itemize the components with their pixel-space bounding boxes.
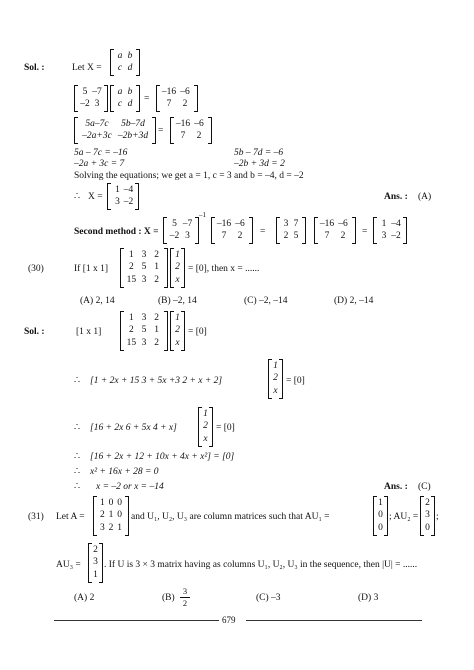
matrix-x [110, 85, 140, 112]
matrix-3x3 [120, 248, 168, 288]
matrix-cell: d [127, 99, 133, 109]
therefore-symbol: ∴ [74, 467, 81, 477]
therefore-symbol: ∴ [74, 452, 81, 462]
matrix-cell: –2b+3d [117, 131, 149, 141]
matrix-x [110, 49, 140, 76]
matrix-cell: 0 [378, 510, 383, 521]
matrix-cell: –2 [391, 231, 401, 241]
let-x-text: Let X = [72, 63, 102, 73]
equals-zero: = [0] [216, 423, 235, 433]
matrix-cell: 3 [115, 197, 120, 207]
matrix-cell: 5 [293, 231, 299, 241]
option-a: (A) 2 [74, 593, 95, 603]
question-text-2: ; AU₂ = [389, 512, 419, 522]
matrix-cell: 2 [425, 497, 430, 508]
matrix-cell: 1 [117, 522, 123, 533]
matrix-cell: 1 [273, 360, 278, 371]
matrix-cell: 2 [283, 231, 289, 241]
matrix-cell: 1 [175, 312, 180, 323]
column-matrix-u3 [88, 543, 103, 583]
matrix-cell: 0 [117, 497, 123, 508]
matrix-cell: 3 [185, 231, 190, 241]
matrix-cell: –4 [391, 218, 401, 229]
column-matrix [198, 407, 213, 447]
matrix-cell: x [273, 385, 278, 396]
matrix-cell: 3 [93, 557, 98, 568]
au3-text: AU₃ = [56, 560, 81, 570]
therefore-symbol: ∴ [74, 376, 81, 386]
therefore-symbol: ∴ [74, 482, 81, 492]
matrix-cell: 15 [126, 274, 137, 285]
equation-1: 5a – 7c = –16 [74, 148, 128, 158]
option-c: (C) –2, –14 [244, 296, 288, 306]
matrix-cell: –2 [123, 197, 134, 207]
matrix-cell: b [127, 50, 133, 61]
matrix-cell: 2 [99, 510, 105, 521]
matrix-cell: 3 [99, 522, 105, 533]
column-matrix [268, 359, 283, 399]
matrix-cell: 0 [425, 522, 430, 533]
matrix-a [93, 496, 129, 536]
matrix-cell: –6 [235, 218, 245, 229]
matrix-a [163, 217, 199, 244]
footer-rule-right [246, 620, 422, 621]
matrix-cell: 1 [381, 218, 387, 229]
matrix-cell: –16 [216, 218, 232, 229]
answer-label: Ans. : [384, 192, 408, 202]
matrix-cell: –2a+3c [82, 131, 112, 141]
matrix-cell: 0 [378, 522, 383, 533]
matrix-3x3 [120, 311, 168, 351]
matrix-cell: –16 [175, 118, 191, 129]
matrix-cell: 1 [115, 184, 120, 195]
matrix-cell: 3 [94, 99, 100, 109]
option-a: (A) 2, 14 [80, 296, 115, 306]
solution-label: Sol. : [24, 327, 45, 337]
question-number: (30) [28, 264, 44, 274]
matrix-cell: 1 [203, 408, 208, 419]
matrix-cell: 5 [141, 325, 147, 336]
matrix-cell: 2 [182, 99, 188, 109]
matrix-cell: 1 [93, 569, 98, 580]
equals-sign: = [158, 126, 164, 136]
equals-sign: = [144, 94, 150, 104]
matrix-cell: 2 [128, 262, 134, 273]
matrix-cell: –16 [319, 218, 335, 229]
equals-sign: = [362, 227, 368, 237]
option-d: (D) 3 [358, 593, 379, 603]
answer-value: (C) [418, 482, 431, 492]
matrix-e [373, 217, 407, 244]
matrix-cell: x [175, 274, 180, 285]
equals-zero: = [0] [188, 327, 207, 337]
matrix-cell: 2 [93, 544, 98, 555]
matrix-cell: 2 [154, 337, 160, 348]
matrix-cell: –6 [180, 86, 190, 97]
matrix-cell: 0 [108, 497, 114, 508]
matrix-cell: 2 [340, 231, 346, 241]
matrix-cell: 7 [166, 99, 172, 109]
matrix-cell: 3 [381, 231, 387, 241]
column-matrix-u2 [420, 496, 435, 536]
column-matrix [170, 248, 185, 288]
answer-value: (A) [418, 192, 432, 202]
second-method-label: Second method : X = [74, 227, 159, 237]
matrix-cell: 5 [82, 86, 88, 97]
matrix-cell: 1 [99, 497, 105, 508]
row-vector: [1 x 1] [76, 327, 102, 337]
fraction-denominator: 2 [182, 597, 188, 608]
question-number: (31) [28, 512, 44, 522]
matrix-product [74, 117, 156, 144]
equation-3: –2a + 3c = 7 [74, 159, 125, 169]
matrix-cell: 1 [154, 262, 160, 273]
matrix-c [276, 217, 306, 244]
option-d: (D) 2, –14 [334, 296, 374, 306]
step-3: [16 + 2x + 12 + 10x + 4x + x²] = [0] [90, 452, 235, 462]
fraction [180, 587, 190, 607]
matrix-cell: –16 [161, 86, 177, 97]
matrix-cell: 5a–7c [85, 118, 109, 129]
matrix-cell: 15 [126, 337, 137, 348]
answer-matrix [107, 183, 139, 210]
matrix-cell: 1 [128, 249, 134, 260]
matrix-cell: 7 [293, 218, 299, 229]
matrix-d [314, 217, 356, 244]
matrix-cell: c [117, 99, 123, 109]
matrix-cell: 1 [128, 312, 134, 323]
answer-label: Ans. : [384, 482, 408, 492]
matrix-cell: 3 [141, 274, 147, 285]
step-5: x = –2 or x = –14 [96, 482, 164, 492]
matrix-cell: 2 [154, 249, 160, 260]
matrix-cell: 3 [425, 510, 430, 521]
matrix-cell: 2 [108, 522, 114, 533]
matrix-cell: 2 [175, 262, 180, 273]
page-number: 679 [222, 615, 236, 625]
matrix-cell: 2 [154, 312, 160, 323]
matrix-cell: 7 [180, 131, 186, 141]
matrix-result [156, 85, 198, 112]
step-1: [1 + 2x + 15 3 + 5x +3 2 + x + 2] [90, 376, 223, 386]
matrix-cell: –6 [338, 218, 348, 229]
matrix-cell: 7 [324, 231, 330, 241]
matrix-cell: 1 [378, 497, 383, 508]
matrix-b [211, 217, 253, 244]
option-b: (B) [162, 593, 175, 603]
matrix-cell: –7 [92, 86, 102, 97]
matrix-cell: a [117, 86, 123, 97]
matrix-cell: –2 [80, 99, 90, 109]
equals-zero: = [0] [286, 376, 305, 386]
let-a-text: Let A = [56, 512, 85, 522]
option-c: (C) –3 [256, 593, 281, 603]
matrix-cell: 5 [141, 262, 147, 273]
matrix-cell: x [203, 433, 208, 444]
matrix-cell: 1 [175, 249, 180, 260]
column-matrix-u1 [373, 496, 388, 536]
question-text-3: . If U is 3 × 3 matrix having as columns U₁, U₂, U₃ in the sequence, then |U| = ...... [104, 560, 418, 570]
matrix-cell: 2 [128, 325, 134, 336]
x-equals: X = [88, 192, 103, 202]
matrix-cell: 5 [172, 218, 177, 229]
matrix-cell: 1 [154, 325, 160, 336]
matrix-cell: 2 [273, 373, 278, 384]
matrix-a [74, 85, 108, 112]
step-2: [16 + 2x 6 + 5x 4 + x] [90, 423, 177, 433]
matrix-cell: 3 [141, 249, 147, 260]
solving-text: Solving the equations; we get a = 1, c = 3 and b = –4, d = –2 [74, 171, 304, 181]
matrix-cell: c [117, 63, 123, 73]
matrix-cell: 2 [196, 131, 202, 141]
matrix-cell: –4 [123, 184, 134, 195]
question-text-b: = [0], then x = ...... [188, 264, 260, 274]
footer-rule-left [54, 620, 219, 621]
matrix-result [170, 117, 212, 144]
matrix-cell: 2 [154, 274, 160, 285]
step-4: x² + 16x + 28 = 0 [90, 467, 159, 477]
matrix-cell: 3 [141, 312, 147, 323]
question-text-1: and U₁, U₂, U₃ are column matrices such that AU₁ = [131, 512, 330, 522]
matrix-cell: 3 [141, 337, 147, 348]
matrix-cell: 3 [283, 218, 289, 229]
semicolon: ; [436, 512, 439, 522]
question-text-a: If [1 x 1] [74, 264, 109, 274]
matrix-cell: –2 [169, 231, 180, 241]
equation-4: –2b + 3d = 2 [234, 159, 285, 169]
matrix-cell: x [175, 337, 180, 348]
matrix-cell: –7 [182, 218, 193, 229]
matrix-cell: 5b–7d [121, 118, 145, 129]
matrix-cell: 2 [203, 421, 208, 432]
matrix-cell: 0 [117, 510, 123, 521]
option-b: (B) –2, 14 [158, 296, 197, 306]
matrix-cell: 7 [221, 231, 227, 241]
matrix-cell: 2 [175, 325, 180, 336]
equation-2: 5b – 7d = –6 [234, 148, 284, 158]
inverse-exponent: –1 [199, 211, 206, 219]
matrix-cell: d [127, 63, 133, 73]
matrix-cell: –6 [194, 118, 204, 129]
matrix-cell: a [117, 50, 123, 61]
therefore-symbol: ∴ [74, 192, 81, 202]
equals-sign: = [260, 227, 266, 237]
therefore-symbol: ∴ [74, 423, 81, 433]
column-matrix [170, 311, 185, 351]
matrix-cell: b [127, 86, 133, 97]
solution-label: Sol. : [24, 63, 45, 73]
matrix-cell: 1 [108, 510, 114, 521]
fraction-numerator: 3 [182, 586, 188, 596]
matrix-cell: 2 [237, 231, 243, 241]
